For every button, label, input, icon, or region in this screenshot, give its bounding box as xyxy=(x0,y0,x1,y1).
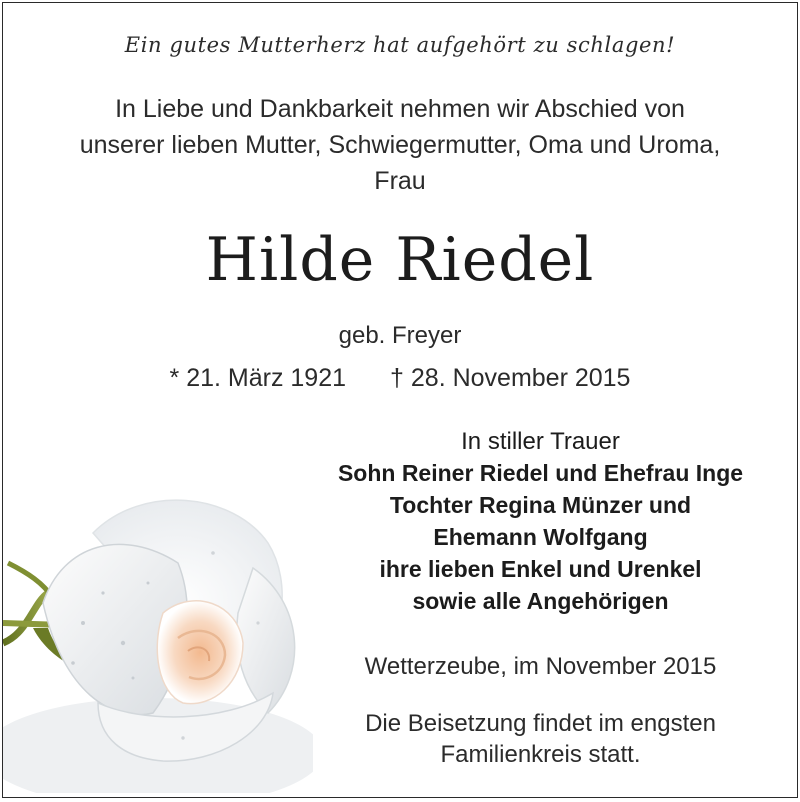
deceased-name: Hilde Riedel xyxy=(205,225,595,295)
funeral-note xyxy=(303,708,778,770)
place-date: Wetterzeube, im November 2015 xyxy=(364,653,717,680)
intro-line: unserer lieben Mutter, Schwiegermutter, Oma und Uroma, xyxy=(79,131,721,159)
birth-date: * 21. März 1921 xyxy=(169,364,347,392)
mourner-line: Sohn Reiner Riedel und Ehefrau Inge xyxy=(337,460,744,486)
white-rose-icon xyxy=(3,473,313,793)
maiden-name: geb. Freyer xyxy=(338,322,462,349)
intro-line: In Liebe und Dankbarkeit nehmen wir Abschied von xyxy=(115,95,685,123)
mourner-line: ihre lieben Enkel und Urenkel xyxy=(379,556,702,582)
death-date: † 28. November 2015 xyxy=(390,364,631,392)
mourner-line: Tochter Regina Münzer und xyxy=(389,492,692,518)
mourner-line: sowie alle Angehörigen xyxy=(412,588,669,614)
intro-line: Frau xyxy=(374,167,426,195)
funeral-note-line: Die Beisetzung findet im engsten xyxy=(365,710,716,737)
obituary-notice xyxy=(2,2,798,798)
life-dates xyxy=(3,364,797,393)
motto: Ein gutes Mutterherz hat aufgehört zu schlagen! xyxy=(124,33,676,57)
mourners-lead: In stiller Trauer xyxy=(461,428,620,455)
intro-text xyxy=(43,91,757,199)
mourners-block xyxy=(303,427,778,617)
mourner-line: Ehemann Wolfgang xyxy=(433,524,648,550)
funeral-note-line: Familienkreis statt. xyxy=(440,741,641,768)
